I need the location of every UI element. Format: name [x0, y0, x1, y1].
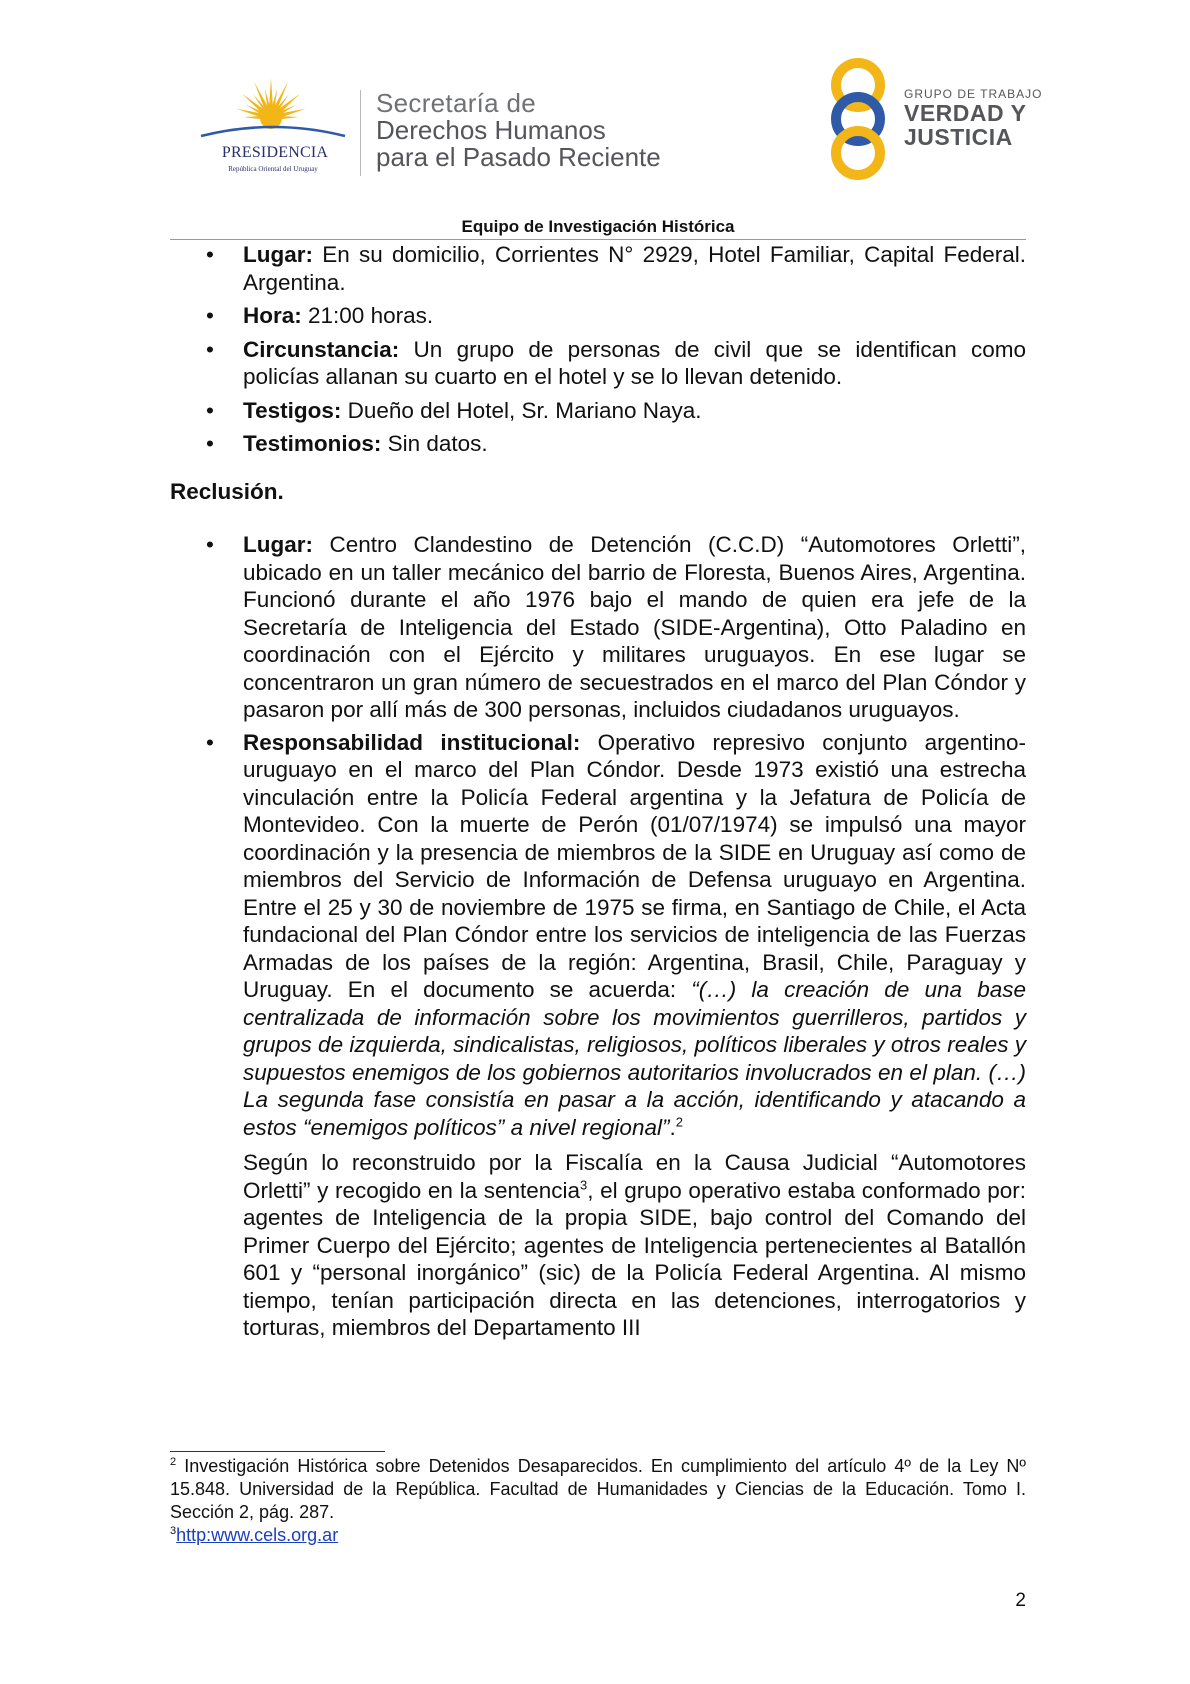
gtvj-line-1: VERDAD Y	[904, 100, 1027, 126]
paragraph-fiscalia	[170, 1149, 1026, 1342]
item-label: Circunstancia:	[243, 336, 400, 362]
gtvj-small-label: GRUPO DE TRABAJO	[904, 87, 1043, 101]
secretaria-logo	[376, 90, 661, 171]
footnote-mark-3: 3	[170, 1525, 177, 1537]
bullet-icon: •	[206, 532, 214, 557]
list-item-testigos	[170, 397, 1026, 425]
footnotes	[170, 1455, 1026, 1547]
list-item-lugar	[170, 241, 1026, 296]
paragraph-text-a: Según lo reconstruido por la Fiscalía en la Causa Judicial “Automotores Orletti” y recogido en la sentencia	[243, 1150, 1026, 1203]
logo-divider	[360, 90, 361, 176]
main-content	[170, 241, 1026, 1342]
verdad-justicia-logo	[820, 57, 1043, 182]
item-text: En su domicilio, Corrientes N° 2929, Hotel Familiar, Capital Federal. Argentina.	[243, 242, 1026, 295]
item-label: Lugar:	[243, 532, 313, 557]
gtvj-line-2: JUSTICIA	[904, 124, 1013, 150]
list-item-hora	[170, 302, 1026, 330]
bullet-icon: •	[206, 431, 214, 456]
plan-condor-quote: “(…) la creación de una base centralizada de información sobre los movimientos guerrilleros, partidos y grupos de izquierda, sindicalistas, religiosos, políticos liberales y otros reales y supuestos enemigos de los gobiernos autoritarios involucrados en el plan. (…) La segunda fase consistía en pasar a la acción, identificando y atacando a estos “enemigos políticos” a nivel regional”	[243, 977, 1026, 1140]
page-number: 2	[1015, 1590, 1026, 1611]
item-text: 21:00 horas.	[301, 303, 434, 328]
paragraph-text-b: , el grupo operativo estaba conformado por: agentes de Inteligencia de la propia SIDE, bajo control del Comando del Primer Cuerpo del Ejército; agentes de Inteligencia pertenecientes al Batallón 601 y “personal inorgánico” (sic) de la Policía Federal Argentina. Al mismo tiempo, tenían participación directa en las detenciones, interrogatorios y torturas, miembros del Departamento III	[243, 1177, 1027, 1340]
cels-link[interactable]: http:www.cels.org.ar	[176, 1525, 339, 1545]
footnote-3	[170, 1524, 1026, 1547]
footnote-mark-2: 2	[170, 1456, 177, 1468]
footnote-2	[170, 1455, 1026, 1524]
header-title: Equipo de Investigación Histórica	[461, 217, 735, 236]
item-text-end: .	[669, 1114, 676, 1140]
bullet-icon: •	[206, 303, 214, 328]
footnote-ref-2[interactable]: 2	[675, 1114, 683, 1129]
presidencia-logo	[193, 78, 353, 178]
presidencia-name: PRESIDENCIA	[221, 144, 329, 161]
list-item-lugar-reclusion	[170, 531, 1026, 724]
header-rule	[170, 239, 1026, 240]
interlocked-rings-icon	[820, 57, 904, 182]
item-label: Testimonios:	[243, 431, 382, 456]
item-label: Hora:	[243, 303, 302, 328]
sun-emblem-icon	[193, 78, 353, 148]
bullet-icon: •	[206, 242, 214, 267]
reclusion-list	[170, 531, 1026, 1141]
item-text: Centro Clandestino de Detención (C.C.D) “Automotores Orletti”, ubicado en un taller mecánico del barrio de Floresta, Buenos Aires, Argentina. Funcionó durante el año 1976 bajo el mando de quien era jefe de la Secretaría de Inteligencia del Estado (SIDE-Argentina), Otto Paladino en coordinación con el Ejército y militares uruguayos. En ese lugar se concentraron un gran número de secuestrados en el marco del Plan Cóndor y pasaron por allí más de 300 personas, incluidos ciudadanos uruguayos.	[243, 532, 1026, 722]
list-item-circunstancia	[170, 336, 1026, 391]
item-text: Dueño del Hotel, Sr. Mariano Naya.	[341, 397, 702, 423]
item-label: Testigos:	[243, 397, 342, 423]
footnote-2-text: Investigación Histórica sobre Detenidos Desaparecidos. En cumplimiento del artículo 4º de la Ley Nº 15.848. Universidad de la República. Facultad de Humanidades y Ciencias de la Educación. Tomo I. Sección 2, pág. 287.	[170, 1456, 1026, 1522]
presidencia-subtitle: República Oriental del Uruguay	[228, 165, 318, 173]
item-text: Operativo represivo conjunto argentino-uruguayo en el marco del Plan Cóndor. Desde 1973 existió una estrecha vinculación entre la Policía Federal argentina y la Jefatura de Policía de Montevideo. Con la muerte de Perón (01/07/1974) se impulsó una mayor coordinación y la presencia de miembros de la SIDE en Uruguay así como de miembros del Servicio de Información de Defensa uruguayo en Argentina. Entre el 25 y 30 de noviembre de 1975 se firma, en Santiago de Chile, el Acta fundacional del Plan Cóndor entre los servicios de inteligencia de las Fuerzas Armadas de los países de la región: Argentina, Brasil, Chile, Paraguay y Uruguay. En el documento se acuerda:	[243, 729, 1026, 1002]
footnote-ref-3[interactable]: 3	[580, 1177, 588, 1192]
bullet-icon: •	[206, 336, 214, 362]
item-text: Un grupo de personas de civil que se identifican como policías allanan su cuarto en el hotel y se lo llevan detenido.	[243, 336, 1026, 389]
bullet-icon: •	[206, 397, 214, 423]
secretaria-line-3: para el Pasado Reciente	[376, 142, 661, 172]
secretaria-line-1: Secretaría de	[376, 88, 536, 118]
secretaria-line-2: Derechos Humanos	[376, 115, 606, 145]
item-label: Lugar:	[243, 242, 313, 267]
item-text: Sin datos.	[381, 431, 488, 456]
detention-list	[170, 241, 1026, 458]
footnote-rule	[170, 1451, 385, 1452]
bullet-icon: •	[206, 729, 214, 755]
list-item-testimonios	[170, 430, 1026, 458]
verdad-justicia-text	[904, 87, 1042, 149]
section-heading-reclusion: Reclusión.	[170, 478, 284, 504]
item-label: Responsabilidad institucional:	[243, 729, 581, 755]
list-item-responsabilidad	[170, 729, 1026, 1142]
